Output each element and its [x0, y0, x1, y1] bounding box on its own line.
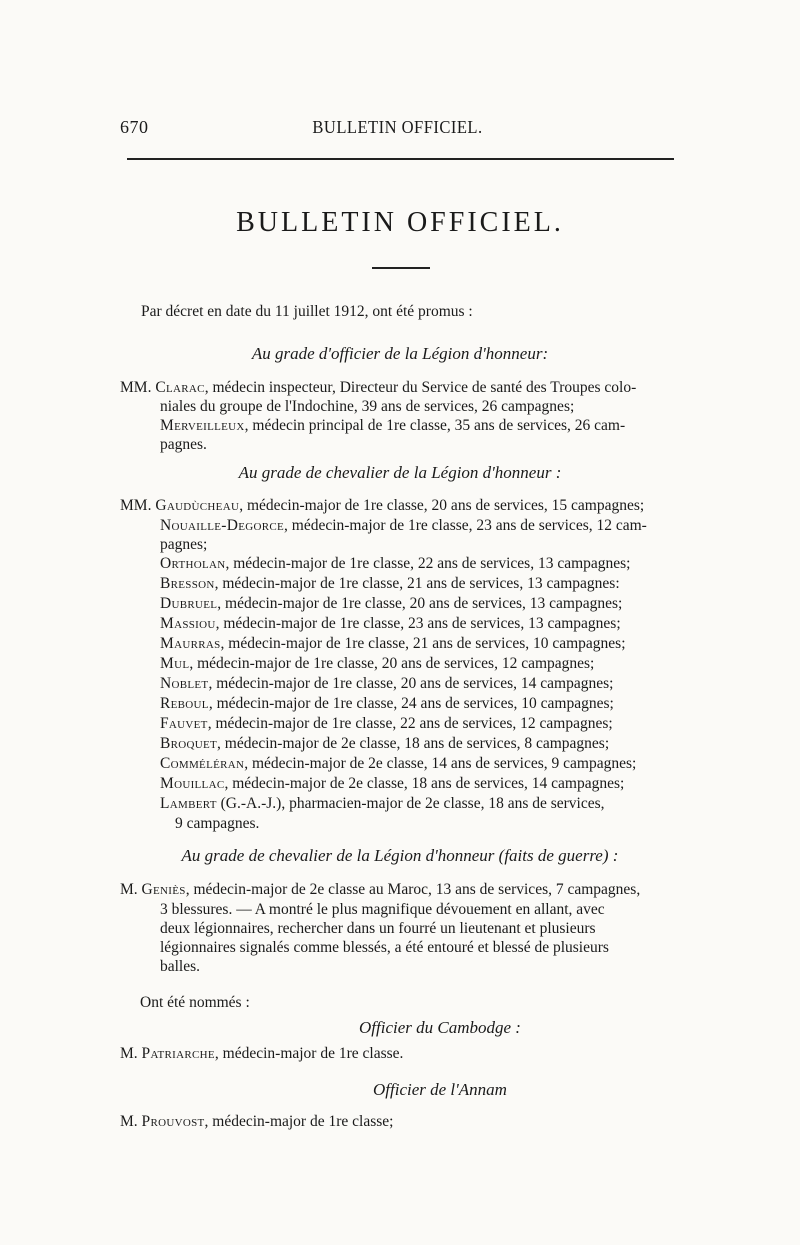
- entry-text: , médecin-major de 1re classe, 20 ans de services, 12 campagnes;: [189, 655, 595, 672]
- entry-line: pagnes.: [160, 436, 207, 453]
- entry-line: [160, 554, 630, 573]
- honorific: M.: [120, 881, 138, 898]
- section-heading: Au grade d'officier de la Légion d'honneur:: [251, 344, 549, 363]
- entry-line: [160, 594, 622, 613]
- person-name: Dubruel: [160, 595, 218, 612]
- section-heading: Au grade de chevalier de la Légion d'honneur :: [238, 463, 562, 482]
- person-name: Merveilleux: [160, 417, 245, 434]
- honorific: M.: [120, 1113, 138, 1130]
- entry-text: , médecin inspecteur, Directeur du Service de santé des Troupes colo-: [204, 379, 637, 396]
- entry-text: , médecin-major de 1re classe.: [214, 1045, 404, 1062]
- person-name: Comméléran: [160, 755, 245, 772]
- entry-line: deux légionnaires, rechercher dans un fourré un lieutenant et plusieurs: [160, 920, 596, 937]
- entry-line: [120, 496, 644, 515]
- person-name: Ortholan: [160, 555, 226, 572]
- entry-line: [160, 516, 647, 535]
- person-name: Mul: [160, 655, 190, 672]
- entry-line: [160, 574, 620, 593]
- entry-line: [160, 774, 624, 793]
- person-name: Noblet: [160, 675, 209, 692]
- entry-line: légionnaires signalés comme blessés, a été entouré et blessé de plusieurs: [160, 939, 609, 956]
- entry-line: [120, 378, 636, 397]
- person-name: Patriarche: [141, 1045, 215, 1062]
- person-name: Lambert: [160, 795, 217, 812]
- person-name: Clarac: [155, 379, 205, 396]
- entry-text: , médecin-major de 1re classe, 23 ans de services, 13 campagnes;: [215, 615, 621, 632]
- entry-text: , médecin-major de 1re classe, 20 ans de services, 15 campagnes;: [239, 497, 645, 514]
- entry-line: [160, 614, 621, 633]
- entry-line: [160, 634, 626, 653]
- entry-text: , médecin-major de 1re classe, 24 ans de services, 10 campagnes;: [208, 695, 614, 712]
- person-name: Nouaille-Degorce: [160, 517, 285, 534]
- person-name: Massiou: [160, 615, 216, 632]
- entry-line: [120, 1044, 403, 1063]
- entry-text: , médecin-major de 2e classe, 18 ans de services, 8 campagnes;: [217, 735, 610, 752]
- entry-line: balles.: [160, 958, 201, 975]
- entry-text: , médecin-major de 1re classe;: [204, 1113, 394, 1130]
- nomination-heading: Officier du Cambodge :: [359, 1018, 521, 1037]
- entry-line: [120, 1112, 393, 1131]
- entry-line: [160, 654, 594, 673]
- header-rule: [127, 158, 674, 160]
- entry-line: [160, 794, 605, 813]
- entry-line: 3 blessures. — A montré le plus magnifique dévouement en allant, avec: [160, 901, 605, 918]
- honorific: MM.: [120, 379, 152, 396]
- entry-line: [160, 714, 613, 733]
- entry-text: , médecin-major de 2e classe au Maroc, 13 ans de services, 7 campagnes,: [185, 881, 641, 898]
- entry-text: , médecin-major de 1re classe, 21 ans de services, 13 campagnes:: [214, 575, 620, 592]
- person-name: Maurras: [160, 635, 221, 652]
- page-number: 670: [120, 117, 149, 137]
- person-name: Broquet: [160, 735, 218, 752]
- entry-text: , médecin-major de 2e classe, 14 ans de services, 9 campagnes;: [244, 755, 637, 772]
- person-name: Gaudùcheau: [155, 497, 240, 514]
- entry-line: [160, 734, 609, 753]
- entry-line: niales du groupe de l'Indochine, 39 ans de services, 26 campagnes;: [160, 398, 575, 415]
- section-heading: Au grade de chevalier de la Légion d'honneur (faits de guerre) :: [181, 846, 619, 865]
- person-name: Mouillac: [160, 775, 225, 792]
- entry-line: [160, 674, 613, 693]
- entry-line: 9 campagnes.: [175, 815, 260, 832]
- nominations-intro: Ont été nommés :: [140, 994, 250, 1011]
- entry-line: [120, 880, 640, 899]
- entry-text: , médecin-major de 1re classe, 22 ans de services, 13 campagnes;: [225, 555, 631, 572]
- person-name: Bresson: [160, 575, 215, 592]
- entry-line: [160, 754, 636, 773]
- running-title: BULLETIN OFFICIEL.: [312, 117, 483, 137]
- honorific: M.: [120, 1045, 138, 1062]
- honorific: MM.: [120, 497, 152, 514]
- nomination-heading: Officier de l'Annam: [373, 1080, 507, 1099]
- entry-text: , médecin-major de 1re classe, 21 ans de services, 10 campagnes;: [220, 635, 626, 652]
- entry-text: , médecin-major de 1re classe, 23 ans de services, 12 cam-: [284, 517, 647, 534]
- entry-text: (G.-A.-J.), pharmacien-major de 2e classe, 18 ans de services,: [216, 795, 605, 812]
- entry-text: , médecin-major de 1re classe, 22 ans de services, 12 campagnes;: [207, 715, 613, 732]
- running-head: [120, 117, 675, 141]
- person-name: Prouvost: [141, 1113, 205, 1130]
- entry-text: , médecin-major de 2e classe, 18 ans de services, 14 campagnes;: [224, 775, 625, 792]
- title-rule: [372, 267, 430, 269]
- entry-text: , médecin-major de 1re classe, 20 ans de services, 13 campagnes;: [217, 595, 623, 612]
- intro-line: Par décret en date du 11 juillet 1912, ont été promus :: [141, 303, 473, 320]
- person-name: Fauvet: [160, 715, 208, 732]
- person-name: Reboul: [160, 695, 209, 712]
- entry-line: [160, 416, 625, 435]
- entry-text: , médecin principal de 1re classe, 35 ans de services, 26 cam-: [244, 417, 626, 434]
- document-title: BULLETIN OFFICIEL.: [236, 207, 564, 238]
- entry-line: pagnes;: [160, 536, 208, 553]
- entry-text: , médecin-major de 1re classe, 20 ans de services, 14 campagnes;: [208, 675, 614, 692]
- entry-line: [160, 694, 614, 713]
- person-name: Geniès: [141, 881, 186, 898]
